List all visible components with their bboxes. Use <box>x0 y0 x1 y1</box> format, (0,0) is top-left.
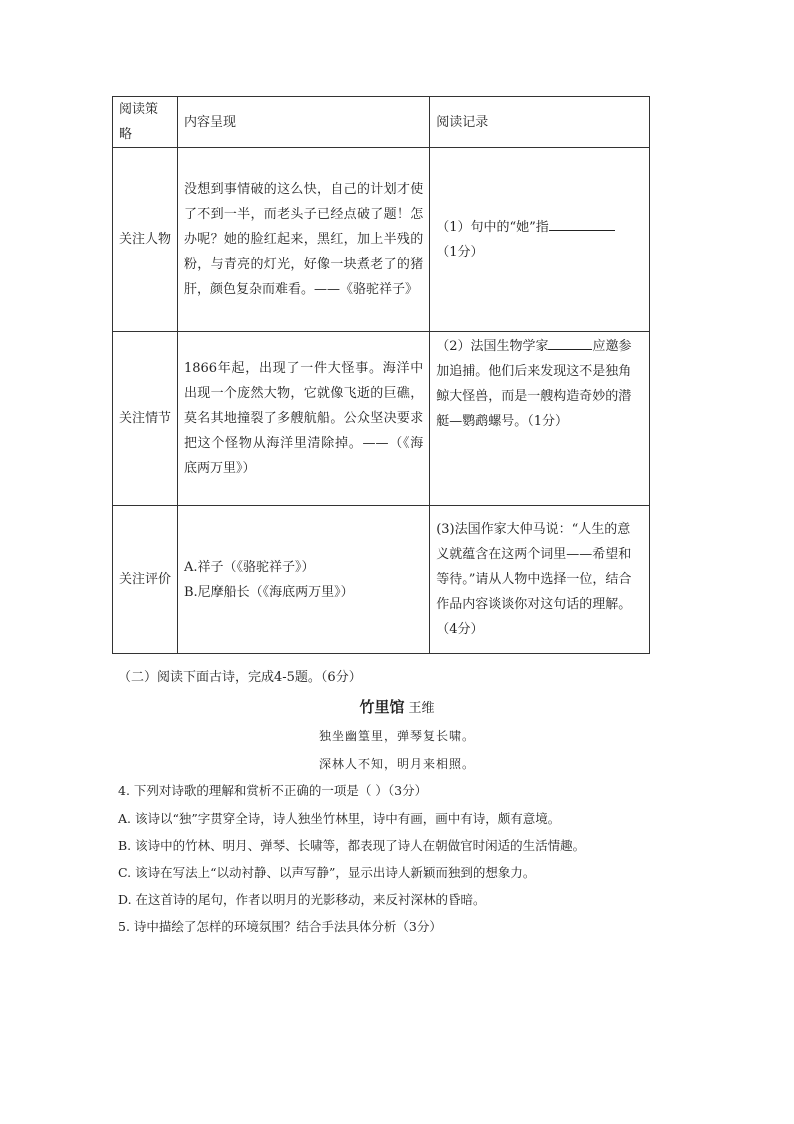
row-record <box>430 332 650 506</box>
row-strategy: 关注情节 <box>113 332 178 506</box>
table-row <box>113 148 650 332</box>
question-4: 4. 下列对诗歌的理解和赏析不正确的一项是（ ）（3分） <box>118 783 428 798</box>
question-4-option-d[interactable]: D. 在这首诗的尾句，作者以明月的光影移动，来反衬深林的昏暗。 <box>118 892 486 907</box>
poem-line: 深林人不知，明月来相照。 <box>318 757 475 771</box>
table-header-row <box>113 97 650 148</box>
record-text <box>436 334 643 434</box>
header-strategy: 阅读策略 <box>113 97 178 148</box>
record-prompt: （2）法国生物学家 <box>436 339 549 354</box>
header-content: 内容呈现 <box>177 97 429 148</box>
content-text: 1866年起，出现了一件大怪事。海洋中出现一个庞然大物，它就像飞逝的巨礁，莫名其地撞裂了多艘航船。公众坚决要求把这个怪物从海洋里清除掉。——（《海底两万里》） <box>183 361 424 476</box>
answer-blank[interactable] <box>548 335 592 350</box>
header-record: 阅读记录 <box>430 97 650 148</box>
row-record <box>430 506 650 654</box>
question-5: 5. 诗中描绘了怎样的环境氛围？结合手法具体分析（3分） <box>118 919 442 934</box>
row-content <box>177 506 429 654</box>
question-4-option-b[interactable]: B. 该诗中的竹林、明月、弹琴、长啸等，都表现了诗人在朝做官时闲适的生活情趣。 <box>118 838 586 853</box>
table-row <box>113 506 650 654</box>
character-option-a: A.祥子（《骆驼祥子》） <box>183 559 315 575</box>
record-text: (3)法国作家大仲马说：“人生的意义就蕴含在这两个词里——希望和等待。”请从人物中选择一位，结合作品内容谈谈你对这句话的理解。（4分） <box>436 522 632 637</box>
question-4-option-c[interactable]: C. 该诗在写法上“以动衬静、以声写静”，显示出诗人新颖而独到的想象力。 <box>118 865 536 880</box>
poem-title: 竹里馆 <box>359 698 405 716</box>
section-heading: （二）阅读下面古诗，完成4-5题。（6分） <box>118 670 362 685</box>
row-strategy: 关注人物 <box>113 148 178 332</box>
table-row <box>113 332 650 506</box>
content-text: 没想到事情破的这么快，自己的计划才使了不到一半，而老头子已经点破了题！怎办呢？她的脸红起来，黑红，加上半残的粉，与青亮的灯光，好像一块煮老了的猪肝，颜色复杂而难看。——《骆驼祥子》 <box>183 182 424 297</box>
row-content <box>177 332 429 506</box>
row-record <box>430 148 650 332</box>
record-continuation: 应邀参加追捕。他们后来发现这不是独角鲸大怪兽，而是一艘构造奇妙的潜艇—鹦鹉螺号。（1分） <box>436 339 632 429</box>
row-strategy: 关注评价 <box>113 506 178 654</box>
poem-header <box>0 694 794 722</box>
reading-strategy-table <box>112 96 650 654</box>
record-text <box>436 215 643 265</box>
answer-blank[interactable] <box>549 216 615 231</box>
record-score: （1分） <box>436 244 484 260</box>
character-option-b: B.尼摩船长（《海底两万里》） <box>183 584 354 600</box>
poem-author: 王维 <box>408 701 435 716</box>
poem-line: 独坐幽篁里，弹琴复长啸。 <box>318 729 475 743</box>
row-content <box>177 148 429 332</box>
question-4-option-a[interactable]: A. 该诗以“独”字贯穿全诗，诗人独坐竹林里，诗中有画，画中有诗，颇有意境。 <box>118 811 561 826</box>
record-prompt: （1）句中的“她”指 <box>436 219 549 235</box>
